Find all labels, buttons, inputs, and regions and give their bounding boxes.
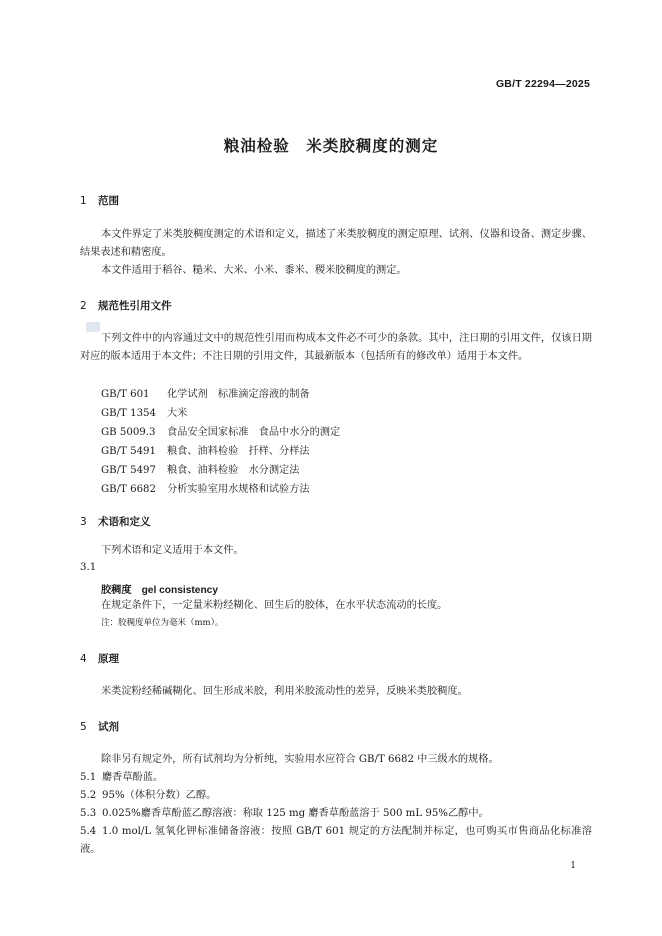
- reference-item: [101, 442, 310, 457]
- reference-code: GB/T 5491: [101, 446, 157, 457]
- section-2-intro: 下列文件中的内容通过文中的规范性引用而构成本文件必不可少的条款。其中，注日期的引用文件，仅该日期对应的版本适用于本文件；不注日期的引用文件，其最新版本（包括所有的修改单）适用于本文件。: [80, 333, 592, 362]
- reference-item: [101, 480, 310, 495]
- reagent-text: 95%（体积分数）乙醇。: [102, 790, 217, 801]
- reference-code: GB 5009.3: [101, 427, 156, 438]
- section-1-paragraph-1: 本文件界定了米类胶稠度测定的术语和定义，描述了米类胶稠度的测定原理、试剂、仪器和设备、测定步骤、结果表述和精密度。: [80, 229, 592, 258]
- reagent-number: 5.1: [80, 772, 97, 783]
- reference-title: 粮食、油料检验 水分测定法: [167, 465, 300, 476]
- section-2-title: 规范性引用文件: [98, 300, 172, 312]
- section-5-number: 5: [80, 721, 87, 733]
- reagent-number: 5.2: [80, 790, 97, 801]
- section-1-paragraph-2: 本文件适用于稻谷、糙米、大米、小米、黍米、稷米胶稠度的测定。: [101, 265, 407, 276]
- section-4-number: 4: [80, 653, 87, 665]
- section-3-title: 术语和定义: [98, 516, 151, 528]
- reference-title: 食品安全国家标准 食品中水分的测定: [167, 427, 341, 438]
- section-3-number: 3: [80, 516, 87, 528]
- reagent-number: 5.4: [80, 826, 97, 837]
- reagent-item: [80, 769, 163, 787]
- reagent-number: 5.3: [80, 808, 97, 819]
- reference-title: 大米: [167, 408, 188, 419]
- section-4-paragraph: 米类淀粉经稀碱糊化、回生形成米胶，利用米胶流动性的差异，反映米类胶稠度。: [101, 686, 468, 697]
- term-number: 3.1: [80, 562, 97, 573]
- section-1-number: 1: [80, 195, 87, 207]
- section-3-heading: [80, 514, 151, 529]
- term-name: [101, 581, 218, 596]
- section-1-title: 范围: [98, 195, 119, 207]
- reference-title: 粮食、油料检验 扦样、分样法: [167, 446, 310, 457]
- reference-item: [101, 385, 310, 400]
- section-2-number: 2: [80, 300, 87, 312]
- reference-item: [101, 423, 340, 438]
- section-2-heading: [80, 298, 172, 313]
- section-5-title: 试剂: [98, 721, 119, 733]
- document-title: 粮油检验 米类胶稠度的测定: [223, 137, 439, 155]
- reagent-text: 1.0 mol/L 氢氧化钾标准储备溶液：按照 GB/T 601 规定的方法配制并标定，也可购买市售商品化标准溶液。: [80, 826, 592, 855]
- standard-number: GB/T 22294—2025: [495, 78, 590, 90]
- reference-code: GB/T 1354: [101, 408, 157, 419]
- reagent-text: 麝香草酚蓝。: [102, 772, 164, 783]
- reagent-item: [80, 787, 216, 805]
- term-en: gel consistency: [141, 585, 218, 596]
- reference-title: 化学试剂 标准滴定溶液的制备: [167, 389, 310, 400]
- reference-code: GB/T 601: [101, 389, 150, 400]
- section-4-heading: [80, 651, 119, 666]
- term-note: 注：胶稠度单位为毫米（mm）。: [101, 618, 224, 628]
- section-4-title: 原理: [98, 653, 119, 665]
- term-zh: 胶稠度: [101, 585, 132, 596]
- page-number: 1: [570, 861, 576, 871]
- reagent-item: [80, 805, 489, 823]
- reference-title: 分析实验室用水规格和试验方法: [167, 484, 310, 495]
- reagent-item: [80, 823, 592, 859]
- reference-code: GB/T 6682: [101, 484, 157, 495]
- section-5-heading: [80, 719, 119, 734]
- section-1-heading: [80, 193, 119, 208]
- reference-item: [101, 461, 299, 476]
- reference-code: GB/T 5497: [101, 465, 157, 476]
- reagent-text: 0.025%麝香草酚蓝乙醇溶液：称取 125 mg 麝香草酚蓝溶于 500 mL 95%乙醇中。: [102, 808, 489, 819]
- term-definition: 在规定条件下，一定量米粉经糊化、回生后的胶体，在水平状态流动的长度。: [101, 600, 448, 611]
- section-3-intro: 下列术语和定义适用于本文件。: [101, 545, 244, 556]
- reference-item: [101, 404, 187, 419]
- section-5-intro: 除非另有规定外，所有试剂均为分析纯，实验用水应符合 GB/T 6682 中三级水的规格。: [101, 754, 499, 765]
